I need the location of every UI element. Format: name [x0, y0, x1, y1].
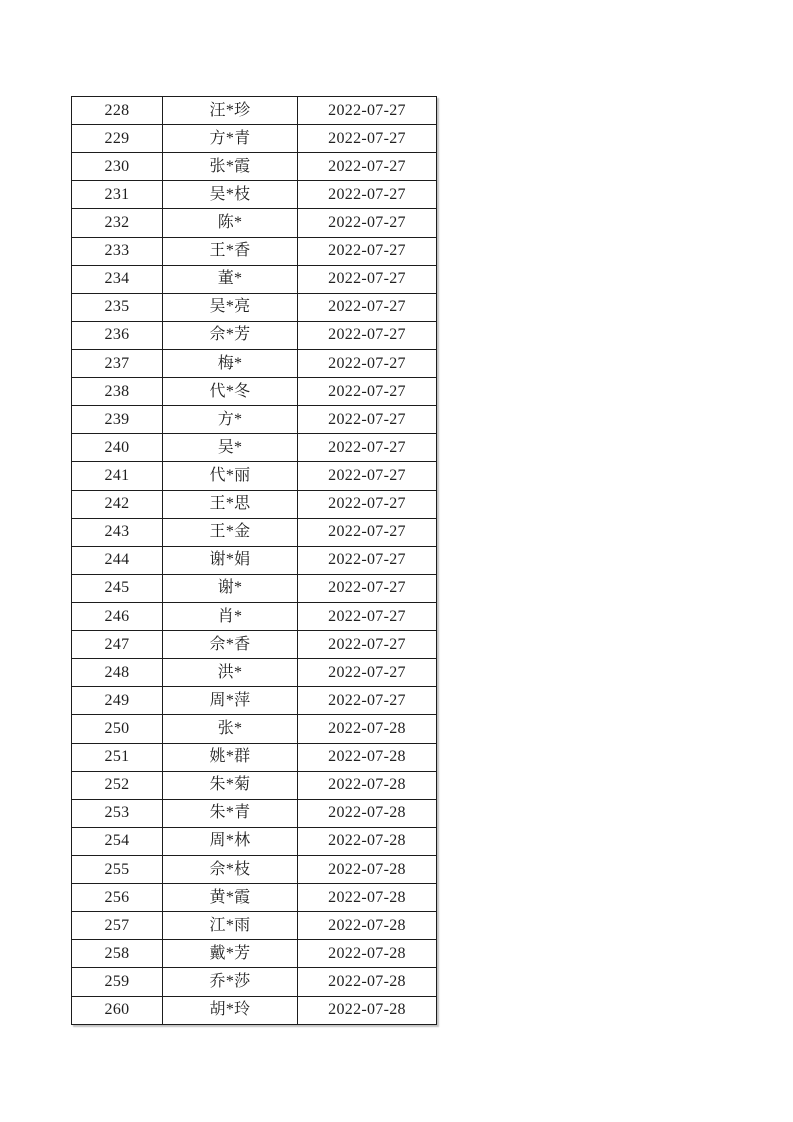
table-body — [72, 97, 437, 1025]
cell-date: 2022-07-27 — [298, 321, 437, 349]
table-row — [72, 490, 437, 518]
cell-date: 2022-07-28 — [298, 968, 437, 996]
cell-name: 梅* — [163, 349, 298, 377]
table-row — [72, 293, 437, 321]
cell-name: 代*冬 — [163, 378, 298, 406]
cell-name: 张*霞 — [163, 153, 298, 181]
cell-name: 王*香 — [163, 237, 298, 265]
cell-index: 243 — [72, 518, 163, 546]
cell-date: 2022-07-27 — [298, 687, 437, 715]
cell-index: 247 — [72, 631, 163, 659]
cell-date: 2022-07-27 — [298, 181, 437, 209]
table-row — [72, 349, 437, 377]
cell-date: 2022-07-27 — [298, 265, 437, 293]
cell-name: 江*雨 — [163, 912, 298, 940]
cell-date: 2022-07-27 — [298, 518, 437, 546]
cell-date: 2022-07-27 — [298, 293, 437, 321]
table-row — [72, 125, 437, 153]
cell-name: 吴*亮 — [163, 293, 298, 321]
cell-name: 洪* — [163, 659, 298, 687]
cell-date: 2022-07-27 — [298, 153, 437, 181]
cell-name: 黄*霞 — [163, 884, 298, 912]
cell-index: 240 — [72, 434, 163, 462]
table-row — [72, 715, 437, 743]
cell-date: 2022-07-27 — [298, 209, 437, 237]
cell-name: 董* — [163, 265, 298, 293]
cell-name: 吴*枝 — [163, 181, 298, 209]
cell-index: 249 — [72, 687, 163, 715]
cell-index: 251 — [72, 743, 163, 771]
cell-index: 245 — [72, 574, 163, 602]
cell-date: 2022-07-27 — [298, 125, 437, 153]
cell-name: 朱*菊 — [163, 771, 298, 799]
cell-index: 234 — [72, 265, 163, 293]
cell-index: 228 — [72, 97, 163, 125]
cell-index: 252 — [72, 771, 163, 799]
cell-date: 2022-07-27 — [298, 602, 437, 630]
cell-name: 佘*香 — [163, 631, 298, 659]
cell-index: 235 — [72, 293, 163, 321]
cell-date: 2022-07-28 — [298, 715, 437, 743]
table-row — [72, 378, 437, 406]
cell-name: 谢* — [163, 574, 298, 602]
cell-name: 周*萍 — [163, 687, 298, 715]
table-row — [72, 518, 437, 546]
table-row — [72, 884, 437, 912]
table-row — [72, 462, 437, 490]
cell-name: 代*丽 — [163, 462, 298, 490]
cell-name: 王*思 — [163, 490, 298, 518]
cell-date: 2022-07-27 — [298, 546, 437, 574]
cell-name: 佘*枝 — [163, 855, 298, 883]
cell-date: 2022-07-27 — [298, 434, 437, 462]
table-row — [72, 855, 437, 883]
cell-name: 乔*莎 — [163, 968, 298, 996]
cell-name: 胡*玲 — [163, 996, 298, 1025]
cell-index: 259 — [72, 968, 163, 996]
cell-index: 255 — [72, 855, 163, 883]
table-row — [72, 659, 437, 687]
cell-date: 2022-07-27 — [298, 406, 437, 434]
table-row — [72, 912, 437, 940]
table-row — [72, 996, 437, 1025]
cell-name: 汪*珍 — [163, 97, 298, 125]
cell-date: 2022-07-28 — [298, 996, 437, 1025]
cell-name: 方*青 — [163, 125, 298, 153]
cell-date: 2022-07-27 — [298, 97, 437, 125]
table-row — [72, 631, 437, 659]
table-row — [72, 237, 437, 265]
table-row — [72, 687, 437, 715]
table-row — [72, 940, 437, 968]
cell-date: 2022-07-28 — [298, 771, 437, 799]
cell-date: 2022-07-28 — [298, 827, 437, 855]
cell-index: 238 — [72, 378, 163, 406]
table-row — [72, 406, 437, 434]
cell-name: 谢*娟 — [163, 546, 298, 574]
cell-date: 2022-07-28 — [298, 799, 437, 827]
cell-date: 2022-07-28 — [298, 743, 437, 771]
cell-name: 吴* — [163, 434, 298, 462]
cell-name: 肖* — [163, 602, 298, 630]
cell-index: 253 — [72, 799, 163, 827]
table-row — [72, 321, 437, 349]
cell-date: 2022-07-27 — [298, 237, 437, 265]
cell-date: 2022-07-28 — [298, 884, 437, 912]
cell-index: 229 — [72, 125, 163, 153]
cell-index: 239 — [72, 406, 163, 434]
table-row — [72, 546, 437, 574]
cell-date: 2022-07-27 — [298, 462, 437, 490]
cell-date: 2022-07-27 — [298, 659, 437, 687]
cell-index: 233 — [72, 237, 163, 265]
cell-name: 陈* — [163, 209, 298, 237]
cell-index: 257 — [72, 912, 163, 940]
table-row — [72, 602, 437, 630]
cell-index: 246 — [72, 602, 163, 630]
table-row — [72, 743, 437, 771]
cell-index: 258 — [72, 940, 163, 968]
cell-date: 2022-07-28 — [298, 855, 437, 883]
cell-index: 242 — [72, 490, 163, 518]
table-row — [72, 434, 437, 462]
table-row — [72, 265, 437, 293]
cell-date: 2022-07-27 — [298, 349, 437, 377]
cell-index: 231 — [72, 181, 163, 209]
table-row — [72, 968, 437, 996]
cell-date: 2022-07-27 — [298, 378, 437, 406]
table-row — [72, 771, 437, 799]
roster-table — [71, 96, 437, 1025]
cell-date: 2022-07-27 — [298, 631, 437, 659]
table-row — [72, 97, 437, 125]
cell-date: 2022-07-27 — [298, 574, 437, 602]
cell-index: 236 — [72, 321, 163, 349]
cell-name: 张* — [163, 715, 298, 743]
cell-name: 戴*芳 — [163, 940, 298, 968]
cell-name: 佘*芳 — [163, 321, 298, 349]
cell-index: 254 — [72, 827, 163, 855]
cell-name: 朱*青 — [163, 799, 298, 827]
table-row — [72, 799, 437, 827]
cell-index: 241 — [72, 462, 163, 490]
table-row — [72, 574, 437, 602]
cell-index: 248 — [72, 659, 163, 687]
cell-index: 237 — [72, 349, 163, 377]
cell-index: 244 — [72, 546, 163, 574]
cell-index: 230 — [72, 153, 163, 181]
cell-name: 方* — [163, 406, 298, 434]
cell-name: 王*金 — [163, 518, 298, 546]
cell-index: 256 — [72, 884, 163, 912]
cell-name: 周*林 — [163, 827, 298, 855]
table-row — [72, 209, 437, 237]
cell-index: 250 — [72, 715, 163, 743]
cell-index: 232 — [72, 209, 163, 237]
table-row — [72, 153, 437, 181]
table-row — [72, 827, 437, 855]
table-row — [72, 181, 437, 209]
cell-name: 姚*群 — [163, 743, 298, 771]
cell-date: 2022-07-27 — [298, 490, 437, 518]
cell-index: 260 — [72, 996, 163, 1025]
cell-date: 2022-07-28 — [298, 940, 437, 968]
cell-date: 2022-07-28 — [298, 912, 437, 940]
